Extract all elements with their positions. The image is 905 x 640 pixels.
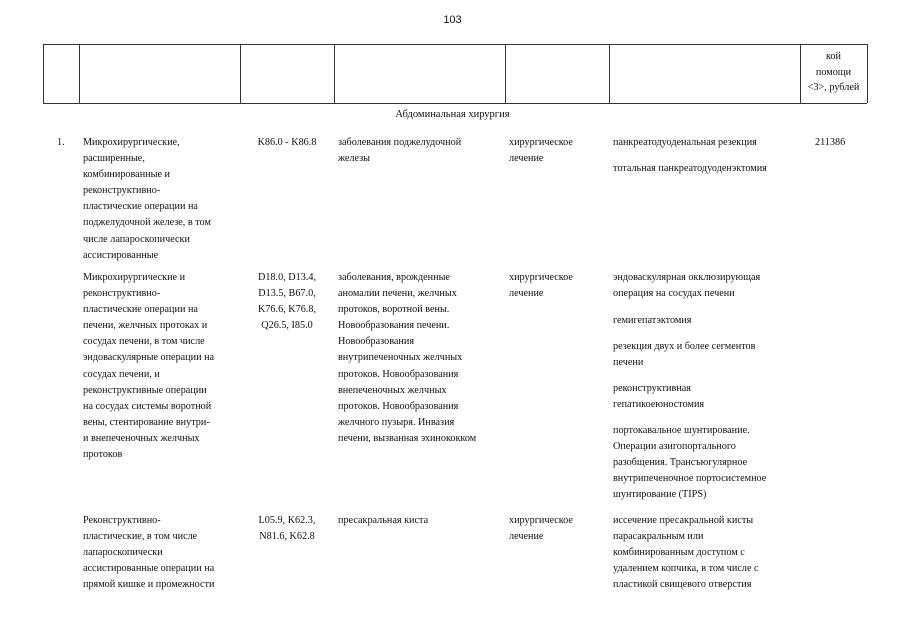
text-line: пресакральная киста <box>338 515 429 526</box>
text-line: реконструктивно- <box>83 185 161 197</box>
text-line: ассистированные операции на <box>83 563 215 575</box>
text-line: хирургическое <box>509 137 573 148</box>
row-1-method <box>613 161 767 177</box>
text-line: Операции азигопортального <box>613 441 736 453</box>
text-line: поджелудочной железе, в том <box>83 217 211 229</box>
text-line: лечение <box>509 531 544 543</box>
text-line: реконструктивно- <box>83 288 161 300</box>
text-line: железы <box>338 153 371 165</box>
text-line: реконструктивные операции <box>83 384 207 396</box>
text-line: удалением копчика, в том числе с <box>613 563 759 575</box>
text-line: парасакральным или <box>613 531 704 543</box>
text-line: сосудах печени, и <box>83 368 160 380</box>
row-2-treatment <box>509 270 573 302</box>
text-line: внутрипеченочное портосистемное <box>613 473 767 485</box>
text-line: гепатикоеюностомия <box>613 399 705 411</box>
text-line: Новообразования <box>338 336 415 348</box>
text-line: на сосудах системы воротной <box>83 400 212 412</box>
row-3-name <box>83 513 214 593</box>
text-line: N81.6, K62.8 <box>259 531 315 543</box>
text-line: пластикой свищевого отверстия <box>613 579 752 591</box>
header-label-line: кой <box>826 51 841 62</box>
text-line: D18.0, D13.4, <box>257 272 316 283</box>
text-line: Реконструктивно- <box>83 515 161 526</box>
page-number: 103 <box>443 14 462 26</box>
text-line: портокавальное шунтирование. <box>613 425 750 436</box>
header-column-divider <box>867 44 868 103</box>
header-price-column-label <box>800 49 867 96</box>
text-line: пластические операции на <box>83 201 198 213</box>
row-2-method <box>613 270 760 302</box>
header-column-divider <box>43 44 44 103</box>
text-line: заболевания поджелудочной <box>338 137 462 148</box>
row-3-codes <box>243 513 331 545</box>
row-2-method <box>613 423 766 503</box>
text-line: операция на сосудах печени <box>613 288 735 300</box>
text-line: эндоваскулярные операции на <box>83 352 215 364</box>
text-line: лечение <box>509 288 544 300</box>
row-2-method <box>613 381 704 413</box>
text-line: расширенные, <box>83 153 145 165</box>
text-line: прямой кишке и промежности <box>83 579 215 591</box>
text-line: тотальная панкреатодуоденэктомия <box>613 163 767 174</box>
row-2-method <box>613 313 691 329</box>
row-3-treatment <box>509 513 573 545</box>
text-line: хирургическое <box>509 272 573 283</box>
text-line: пластические, в том числе <box>83 531 198 543</box>
row-3-method <box>613 513 759 593</box>
text-line: протоков, воротной вены. <box>338 304 450 316</box>
row-2-codes <box>243 270 331 334</box>
text-line: числе лапароскопически <box>83 233 190 245</box>
text-line: внутрипеченочных желчных <box>338 352 463 364</box>
header-label-line: <3>, рублей <box>807 82 860 93</box>
text-line: печени <box>613 357 644 369</box>
row-2-method <box>613 339 755 371</box>
text-line: протоков. Новообразования <box>338 400 459 412</box>
section-title: Абдоминальная хирургия <box>395 109 510 120</box>
row-2-diagnosis <box>338 270 476 447</box>
text-line: желчного пузыря. Инвазия <box>338 416 455 428</box>
text-line: иссечение пресакральной кисты <box>613 515 754 526</box>
text-line: Q26.5, I85.0 <box>261 320 313 332</box>
text-line: хирургическое <box>509 515 573 526</box>
row-1-price: 211386 <box>815 137 846 148</box>
text-line: эндоваскулярная окклюзирующая <box>613 272 761 283</box>
header-column-divider <box>609 44 610 103</box>
text-line: Микрохирургические, <box>83 137 180 148</box>
text-line: заболевания, врожденные <box>338 272 450 283</box>
text-line: и внепеченочных желчных <box>83 432 200 444</box>
text-line: гемигепатэктомия <box>613 315 692 326</box>
text-line: пластические операции на <box>83 304 198 316</box>
text-line: K86.0 - K86.8 <box>257 137 317 148</box>
text-line: лапароскопически <box>83 547 163 559</box>
row-1-method <box>613 135 757 151</box>
row-1-number: 1. <box>57 137 65 148</box>
text-line: панкреатодуоденальная резекция <box>613 137 757 148</box>
text-line: Новообразования печени. <box>338 320 450 332</box>
text-line: вены, стентирование внутри- <box>83 416 210 428</box>
header-column-divider <box>505 44 506 103</box>
text-line: протоков. Новообразования <box>338 368 459 380</box>
header-column-divider <box>79 44 80 103</box>
text-line: комбинированные и <box>83 169 170 181</box>
header-column-divider <box>334 44 335 103</box>
text-line: комбинированным доступом с <box>613 547 745 559</box>
text-line: лечение <box>509 153 544 165</box>
text-line: K76.6, K76.8, <box>257 304 316 316</box>
text-line: аномалии печени, желчных <box>338 288 457 300</box>
text-line: D13.5, B67.0, <box>258 288 316 300</box>
text-line: разобщения. Трансъюгулярное <box>613 457 748 469</box>
row-1-diagnosis <box>338 135 461 167</box>
header-label-line: помощи <box>815 66 852 78</box>
header-top-border <box>43 44 867 45</box>
text-line: резекция двух и более сегментов <box>613 341 756 352</box>
row-3-diagnosis <box>338 513 428 529</box>
text-line: ассистированные <box>83 249 159 261</box>
row-1-name <box>83 135 211 264</box>
row-2-name <box>83 270 214 463</box>
text-line: Микрохирургические и <box>83 272 186 283</box>
header-column-divider <box>240 44 241 103</box>
text-line: шунтирование (TIPS) <box>613 489 707 501</box>
text-line: протоков <box>83 449 123 461</box>
header-bottom-border <box>43 103 867 104</box>
text-line: реконструктивная <box>613 383 691 394</box>
row-1-codes <box>243 135 331 151</box>
text-line: внепеченочных желчных <box>338 384 447 396</box>
text-line: печени, вызванная эхинококком <box>338 432 477 444</box>
text-line: сосудах печени, в том числе <box>83 336 205 348</box>
text-line: L05.9, K62.3, <box>258 515 316 526</box>
row-1-treatment <box>509 135 573 167</box>
text-line: печени, желчных протоках и <box>83 320 208 332</box>
